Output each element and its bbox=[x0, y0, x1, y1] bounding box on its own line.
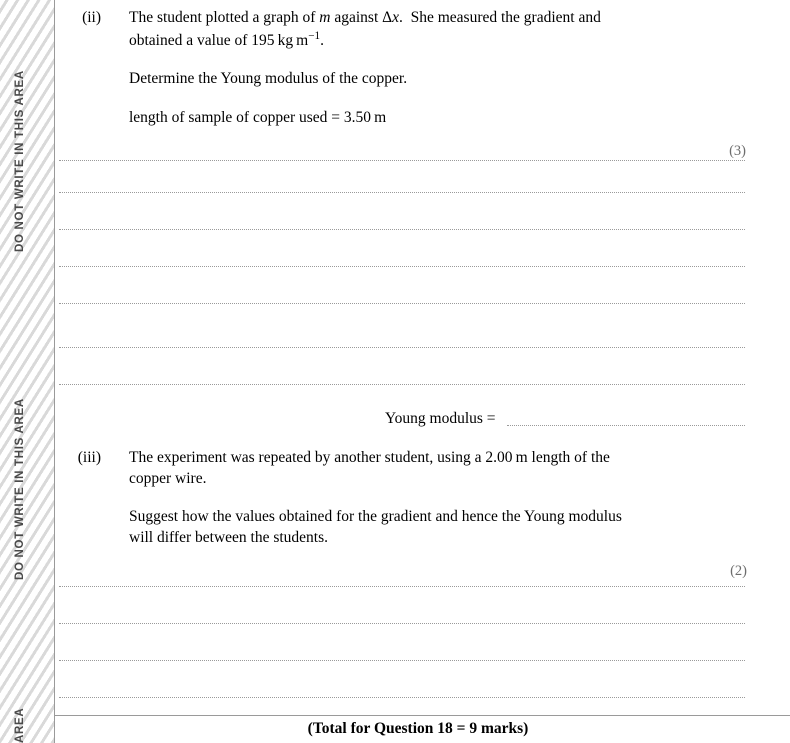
margin-label-middle: DO NOT WRITE IN THIS AREA bbox=[14, 398, 26, 580]
answer-line[interactable] bbox=[59, 192, 745, 193]
page-content bbox=[55, 0, 790, 160]
margin-label-bottom: AREA bbox=[14, 707, 26, 743]
answer-line[interactable] bbox=[59, 384, 745, 385]
answer-line[interactable] bbox=[59, 586, 745, 587]
answer-line[interactable] bbox=[59, 303, 745, 304]
question-total-label: (Total for Question 18 = 9 marks) bbox=[307, 720, 529, 737]
margin-hatch-band bbox=[0, 0, 54, 743]
question-ii-instruction: Determine the Young modulus of the copper. bbox=[129, 70, 408, 88]
answer-line[interactable] bbox=[59, 266, 745, 267]
answer-line[interactable] bbox=[59, 229, 745, 230]
question-iii-marks: (2) bbox=[730, 563, 747, 580]
young-modulus-answer-label: Young modulus = bbox=[385, 410, 496, 427]
question-ii-given-value: length of sample of copper used = 3.50 m bbox=[129, 108, 387, 126]
question-ii bbox=[55, 0, 790, 51]
margin-label-top: DO NOT WRITE IN THIS AREA bbox=[14, 70, 26, 252]
footer-divider bbox=[55, 715, 790, 716]
answer-line[interactable] bbox=[59, 160, 745, 161]
young-modulus-answer-line[interactable] bbox=[507, 425, 745, 426]
answer-line[interactable] bbox=[59, 697, 745, 698]
question-iii-line-1: The experiment was repeated by another student, using a 2.00 m length of the bbox=[129, 449, 610, 466]
answer-line[interactable] bbox=[59, 623, 745, 624]
exam-page bbox=[54, 0, 790, 743]
question-ii-line-2: obtained a value of 195 kg $m^{-1}$. bbox=[129, 29, 324, 49]
question-ii-line-1: The student plotted a graph of m against Δx. She measured the gradient and bbox=[129, 9, 601, 26]
question-iii-instruction-line-2: will differ between the students. bbox=[129, 528, 329, 546]
question-ii-label: (ii) bbox=[82, 9, 101, 26]
answer-line[interactable] bbox=[59, 347, 745, 348]
question-iii-instruction-line-1: Suggest how the values obtained for the gradient and hence the Young modulus bbox=[129, 508, 622, 526]
question-ii-marks: (3) bbox=[729, 142, 746, 159]
question-iii-line-2: copper wire. bbox=[129, 469, 207, 487]
question-iii bbox=[55, 448, 790, 582]
question-iii-label: (iii) bbox=[77, 449, 101, 466]
answer-line[interactable] bbox=[59, 660, 745, 661]
